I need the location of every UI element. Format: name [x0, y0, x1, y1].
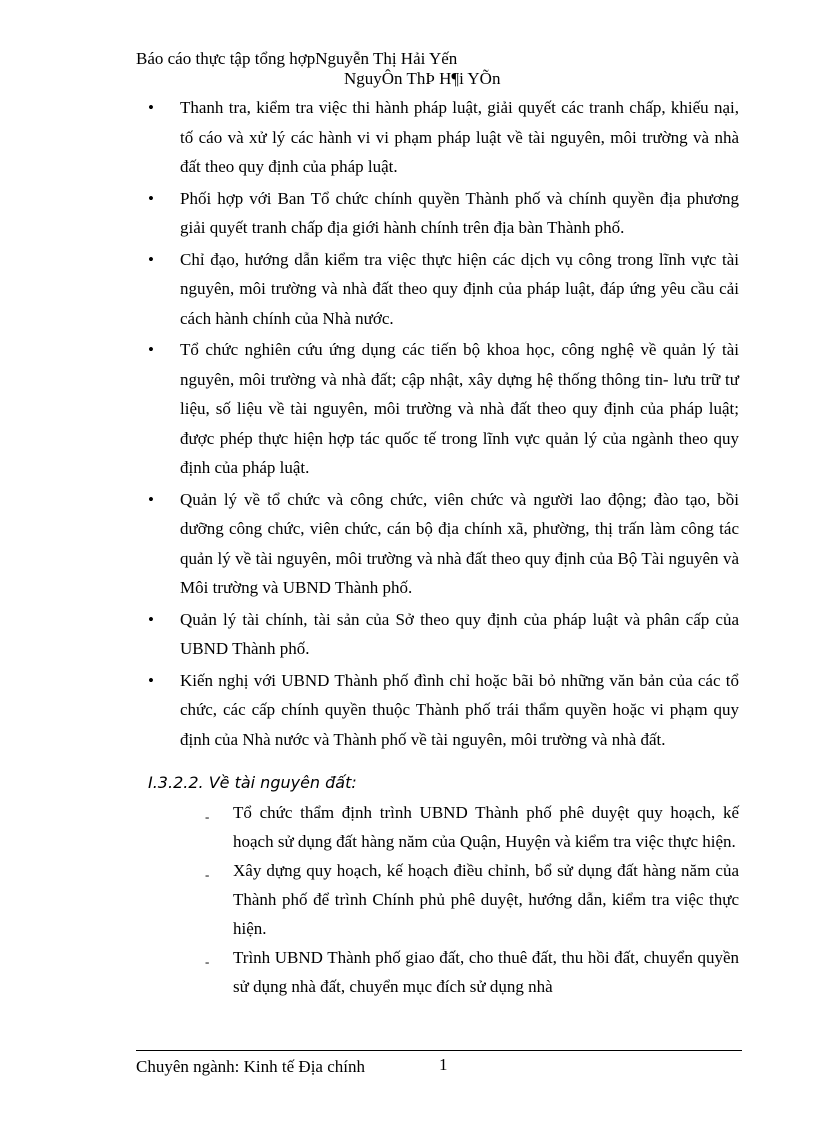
- bullet-icon: •: [148, 188, 154, 208]
- page-number: 1: [439, 1055, 448, 1074]
- dash-list: [0, 798, 816, 1001]
- list-item-text: Xây dựng quy hoạch, kế hoạch điều chỉnh, bổ sử dụng đất hàng năm của Thành phố để trình Chính phủ phê duyệt, hướng dẫn, kiểm tra việc thực hiện.: [233, 861, 739, 938]
- list-item-text: Tổ chức thẩm định trình UBND Thành phố phê duyệt quy hoạch, kế hoạch sử dụng đất hàng năm của Quận, Huyện và kiểm tra việc thực hiện.: [233, 803, 739, 851]
- list-item: [0, 666, 739, 755]
- list-item: [0, 93, 739, 182]
- list-item: [0, 798, 739, 856]
- dash-icon: -: [205, 867, 210, 882]
- bullet-icon: •: [148, 670, 154, 690]
- list-item-text: Quản lý về tổ chức và công chức, viên chức và người lao động; đào tạo, bồi dưỡng công chức, viên chức, cán bộ địa chính xã, phường, thị trấn làm công tác quản lý về tài nguyên, môi trường và nhà đất theo quy định của Bộ Tài nguyên và Môi trường và UBND Thành phố.: [180, 489, 739, 597]
- dash-icon: -: [205, 954, 210, 969]
- list-item-text: Thanh tra, kiểm tra việc thi hành pháp luật, giải quyết các tranh chấp, khiếu nại, tố cáo và xử lý các hành vi vi phạm pháp luật về tài nguyên, môi trường và nhà đất theo quy định của pháp luật.: [180, 98, 739, 176]
- dash-icon: -: [205, 809, 210, 824]
- list-item-text: Trình UBND Thành phố giao đất, cho thuê đất, thu hồi đất, chuyển quyền sử dụng nhà đất, chuyển mục đích sử dụng nhà: [233, 948, 739, 996]
- list-item: [0, 856, 739, 943]
- bullet-list: [0, 93, 816, 756]
- header-author-garbled: NguyÔn ThÞ H¶i YÕn: [344, 69, 501, 88]
- footer-text: Chuyên ngành: Kinh tế Địa chính: [136, 1057, 365, 1076]
- bullet-icon: •: [148, 249, 154, 269]
- bullet-icon: •: [148, 340, 154, 359]
- list-item-text: Kiến nghị với UBND Thành phố đình chỉ hoặc bãi bỏ những văn bản của các tổ chức, các cấp chính quyền thuộc Thành phố trái thẩm quyền hoặc vi phạm quy định của Nhà nước và Thành phố về tài nguyên, môi trường và nhà đất.: [180, 670, 739, 749]
- list-item-text: Chỉ đạo, hướng dẫn kiểm tra việc thực hiện các dịch vụ công trong lĩnh vực tài nguyên, môi trường và nhà đất theo quy định của pháp luật, đáp ứng yêu cầu cải cách hành chính của Nhà nước.: [180, 249, 739, 328]
- list-item-text: Phối hợp với Ban Tổ chức chính quyền Thành phố và chính quyền địa phương giải quyết tranh chấp địa giới hành chính trên địa bàn Thành phố.: [180, 188, 739, 237]
- footer-divider: [136, 1050, 742, 1051]
- bullet-icon: •: [148, 489, 154, 509]
- list-item: [0, 335, 739, 483]
- section-subheading: I.3.2.2. Về tài nguyên đất:: [148, 773, 357, 792]
- list-item-text: Quản lý tài chính, tài sản của Sở theo quy định của pháp luật và phân cấp của UBND Thành phố.: [180, 609, 739, 658]
- header-title: Báo cáo thực tập tổng hợpNguyễn Thị Hải Yến: [136, 49, 458, 68]
- bullet-icon: •: [148, 609, 154, 629]
- list-item: [0, 245, 739, 334]
- list-item-text: Tổ chức nghiên cứu ứng dụng các tiến bộ khoa học, công nghệ về quản lý tài nguyên, môi trường và nhà đất; cập nhật, xây dựng hệ thống thông tin- lưu trữ tư liệu, số liệu về tài nguyên, môi trường và nhà đất theo quy định của pháp luật; được phép thực hiện hợp tác quốc tế trong lĩnh vực quản lý của ngành theo quy định của pháp luật.: [180, 340, 739, 477]
- list-item: [0, 605, 739, 664]
- list-item: [0, 943, 739, 1001]
- list-item: [0, 184, 739, 243]
- list-item: [0, 485, 739, 603]
- bullet-icon: •: [148, 98, 154, 117]
